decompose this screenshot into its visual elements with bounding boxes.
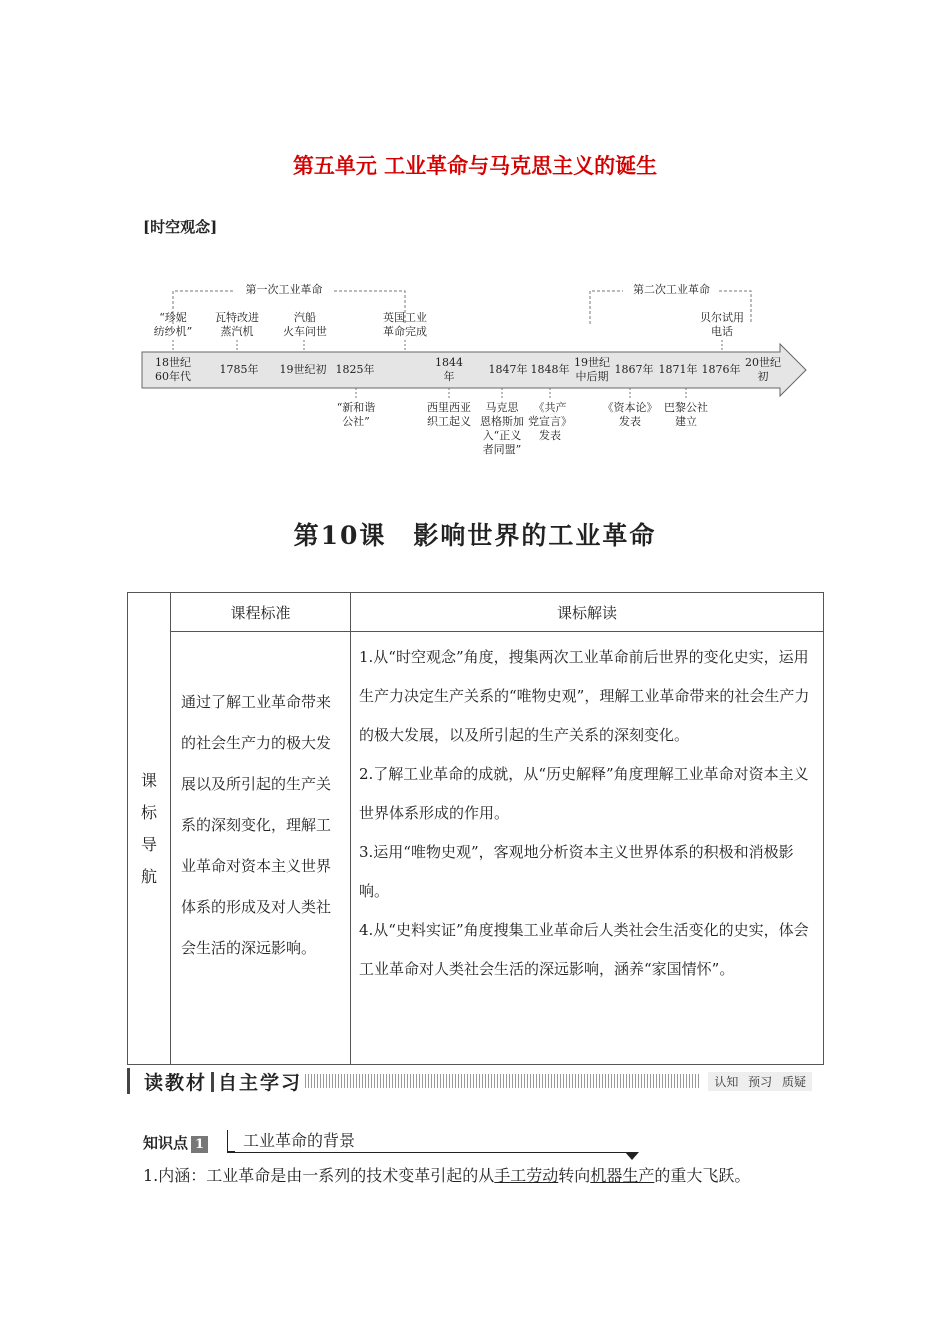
axis-label: 18世纪 60年代 [155, 356, 191, 383]
event-silesian-weavers: 西里西亚 织工起义 [427, 401, 471, 428]
event-communist-manifesto: 《共产 党宣言》 发表 [528, 401, 572, 442]
event-paris-commune: 巴黎公社 建立 [664, 401, 708, 428]
triangle-marker-icon [625, 1152, 639, 1160]
axis-label: 1847年 [488, 363, 528, 376]
event-watt-engine: 瓦特改进 蒸汽机 [215, 311, 259, 338]
axis-label: 1871年 [658, 363, 698, 376]
underline-rule [227, 1152, 633, 1153]
event-spinning-jenny: “珍妮 纺纱机” [153, 311, 193, 338]
interpretation-item: 3.运用“唯物史观”，客观地分析资本主义世界体系的积极和消极影响。 [359, 843, 794, 900]
axis-label: 20世纪 初 [745, 356, 781, 383]
interpretation-item: 2.了解工业革命的成就，从“历史解释”角度理解工业革命对资本主义世界体系形成的作用。 [359, 765, 809, 822]
banner-stripes [305, 1074, 700, 1088]
timeline [140, 278, 820, 468]
axis-label: 1785年 [219, 363, 259, 376]
curriculum-table [127, 592, 824, 1065]
standard-text: 通过了解工业革命带来的社会生产力的极大发展以及所引起的生产关系的深刻变化，理解工业革命对资本主义世界体系的形成及对人类社会生活的深远影响。 [171, 632, 351, 1065]
event-steamship-train: 汽船 火车问世 [283, 311, 327, 338]
event-bell-telephone: 贝尔试用 电话 [700, 311, 744, 338]
event-british-revolution-complete: 英国工业 革命完成 [383, 311, 427, 338]
first-revolution-label: 第一次工业革命 [245, 283, 323, 296]
section-label: [时空观念] [143, 218, 218, 236]
axis-label: 1876年 [701, 363, 741, 376]
axis-label: 1867年 [614, 363, 654, 376]
knowledge-point-number: 1 [191, 1136, 208, 1153]
unit-title: 第五单元 工业革命与马克思主义的诞生 [292, 153, 658, 178]
col-header-interpretation: 课标解读 [351, 593, 824, 632]
axis-label: 19世纪 中后期 [574, 356, 610, 383]
study-banner [127, 1068, 824, 1094]
axis-label: 1844 年 [435, 356, 463, 383]
underlined-term: 手工劳动 [494, 1166, 559, 1185]
banner-title: 读教材 自主学习 [127, 1068, 302, 1094]
interpretation-item: 4.从“史料实证”角度搜集工业革命后人类社会生活变化的史实，体会工业革命对人类社会生活的深远影响，涵养“家国情怀”。 [359, 921, 809, 978]
lesson-title: 第10课 影响世界的工业革命 [293, 521, 657, 550]
bracket-decoration [227, 1130, 235, 1152]
side-label: 课标导航 [128, 593, 171, 1065]
axis-label: 1848年 [530, 363, 570, 376]
event-new-harmony: “新和谐 公社” [336, 401, 376, 428]
second-revolution-label: 第二次工业革命 [633, 283, 710, 296]
interpretation-cell [351, 632, 824, 1065]
banner-tags: 认知 预习 质疑 [708, 1072, 812, 1091]
underlined-term: 机器生产 [590, 1166, 655, 1185]
knowledge-point-tag: 知识点 1 [143, 1132, 208, 1153]
event-das-kapital: 《资本论》 发表 [602, 401, 658, 428]
knowledge-point-name: 工业革命的背景 [243, 1131, 356, 1150]
definition-paragraph: 1.内涵：工业革命是由一系列的技术变革引起的从手工劳动转向机器生产的重大飞跃。 [143, 1166, 751, 1185]
knowledge-point-header [143, 1128, 638, 1158]
interpretation-item: 1.从“时空观念”角度，搜集两次工业革命前后世界的变化史实，运用生产力决定生产关系的“唯物史观”，理解工业革命带来的社会生产力的极大发展，以及所引起的生产关系的深刻变化。 [359, 648, 810, 744]
event-marx-engels-league: 马克思 恩格斯加 入“正义 者同盟” [480, 401, 524, 456]
col-header-standard: 课程标准 [171, 593, 351, 632]
axis-label: 19世纪初 [279, 363, 327, 376]
axis-label: 1825年 [335, 363, 375, 376]
